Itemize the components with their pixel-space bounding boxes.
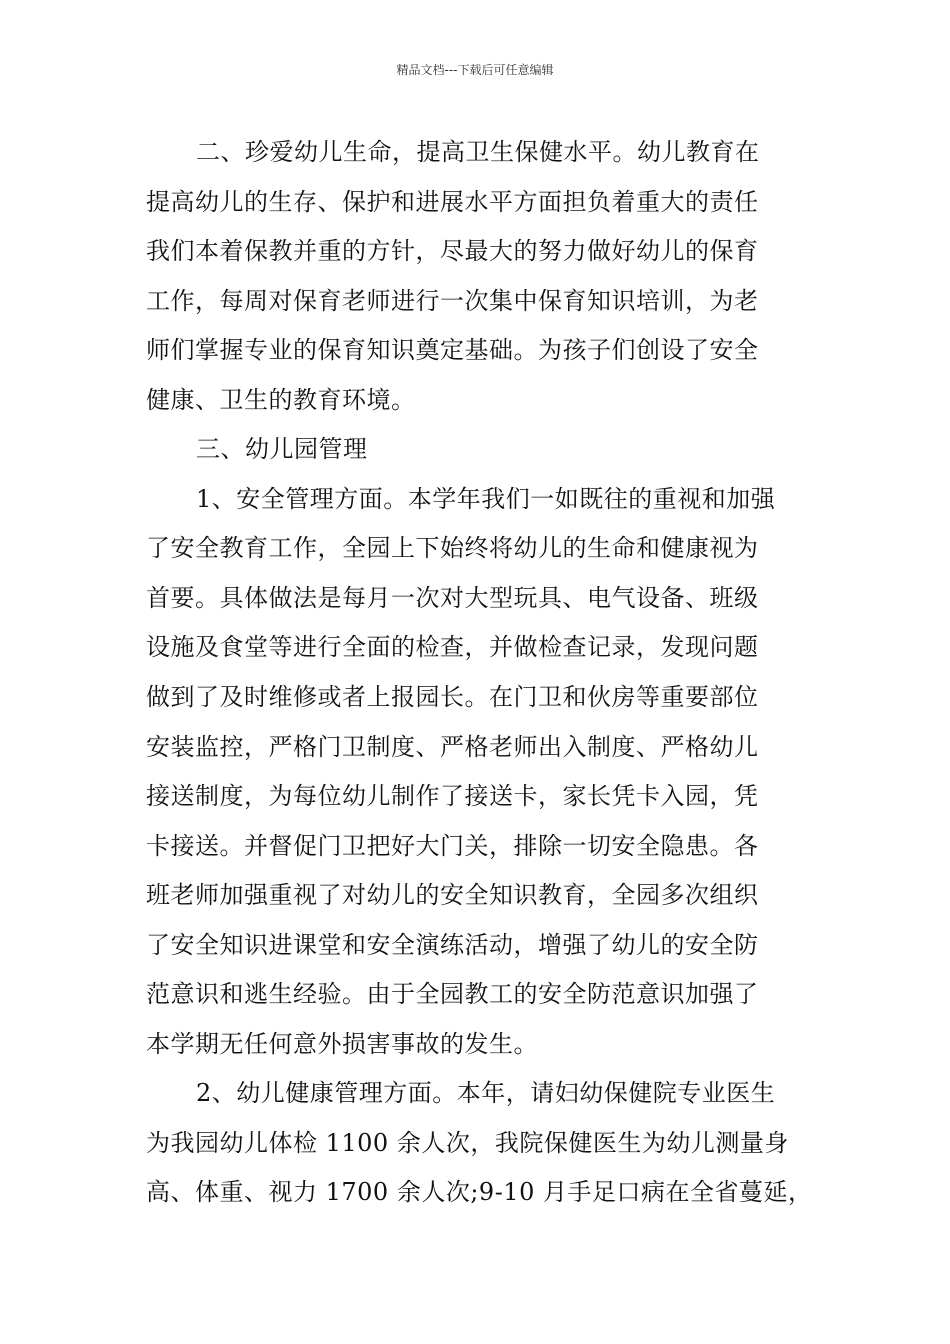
text-line: 2、幼儿健康管理方面。本年，请妇幼保健院专业医生 (196, 1079, 776, 1108)
text-line: 首要。具体做法是每月一次对大型玩具、电气设备、班级 (146, 583, 759, 612)
text-line: 安装监控，严格门卫制度、严格老师出入制度、严格幼儿 (146, 732, 759, 761)
text-line: 卡接送。并督促门卫把好大门关，排除一切安全隐患。各 (146, 831, 759, 860)
text-line: 了安全知识进课堂和安全演练活动，增强了幼儿的安全防 (146, 930, 759, 959)
text-line: 提高幼儿的生存、保护和进展水平方面担负着重大的责任 (146, 187, 759, 216)
text-line: 健康、卫生的教育环境。 (146, 385, 416, 414)
text-line: 做到了及时维修或者上报园长。在门卫和伙房等重要部位 (146, 683, 759, 712)
text-line: 师们掌握专业的保育知识奠定基础。为孩子们创设了安全 (146, 336, 759, 365)
text-line: 了安全教育工作，全园上下始终将幼儿的生命和健康视为 (146, 534, 759, 563)
text-line: 工作，每周对保育老师进行一次集中保育知识培训，为老 (146, 286, 759, 315)
text-line: 本学期无任何意外损害事故的发生。 (146, 1029, 538, 1058)
text-line: 高、体重、视力 1700 余人次;9-10 月手足口病在全省蔓延， (146, 1178, 813, 1207)
text-line: 范意识和逃生经验。由于全园教工的安全防范意识加强了 (146, 980, 759, 1009)
page-header: 精品文档---下载后可任意编辑 (396, 63, 554, 77)
text-line: 1、安全管理方面。本学年我们一如既往的重视和加强 (196, 484, 776, 513)
text-line: 接送制度，为每位幼儿制作了接送卡，家长凭卡入园，凭 (146, 782, 759, 811)
text-line: 设施及食堂等进行全面的检查，并做检查记录，发现问题 (146, 633, 759, 662)
section-heading: 三、幼儿园管理 (196, 435, 368, 464)
document-body (146, 128, 814, 1218)
text-line: 二、珍爱幼儿生命，提高卫生保健水平。幼儿教育在 (196, 138, 760, 166)
text-line: 班老师加强重视了对幼儿的安全知识教育，全园多次组织 (146, 881, 759, 910)
text-line: 我们本着保教并重的方针，尽最大的努力做好幼儿的保育 (146, 237, 759, 266)
text-line: 为我园幼儿体检 1100 余人次，我院保健医生为幼儿测量身 (146, 1128, 789, 1157)
